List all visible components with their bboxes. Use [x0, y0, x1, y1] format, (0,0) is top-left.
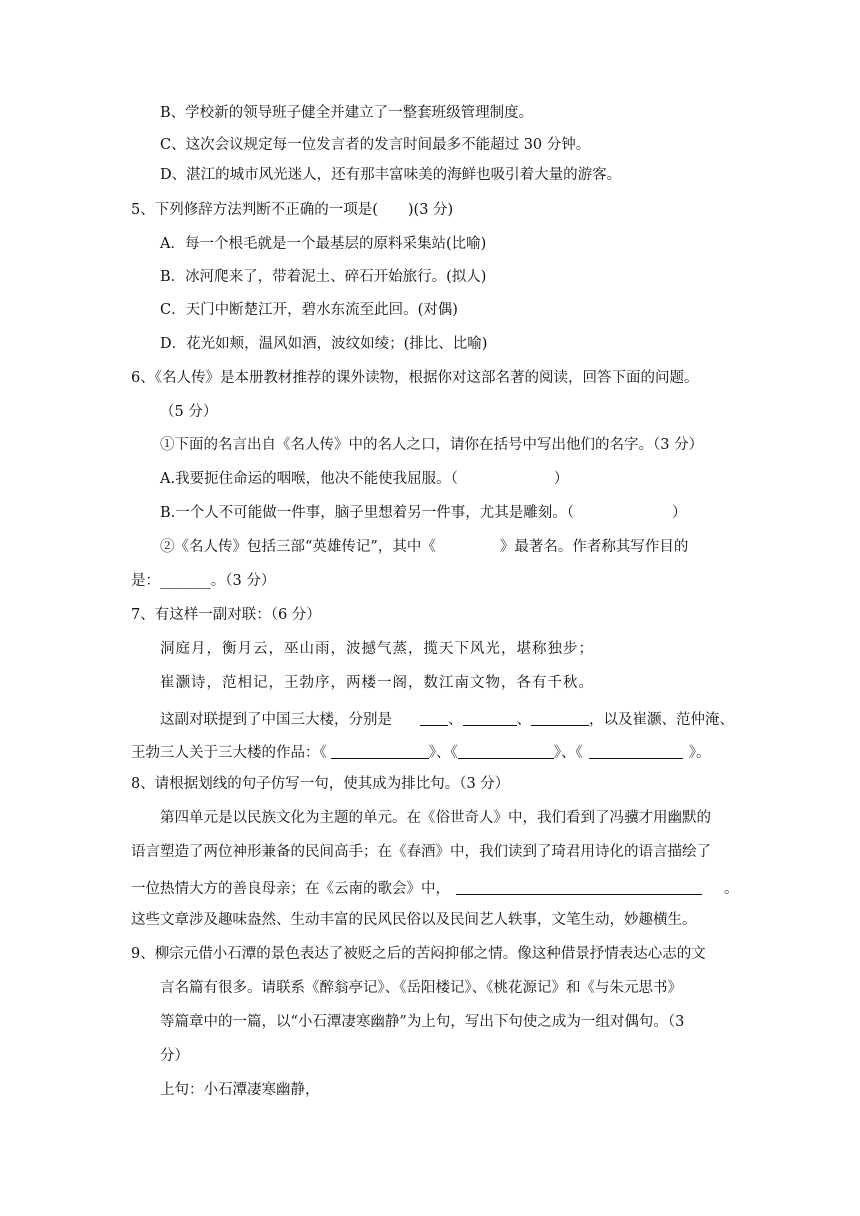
q5-stem-text: 5、下列修辞方法判断不正确的一项是(: [131, 202, 378, 218]
q6-score: （5 分）: [160, 404, 218, 420]
q6-stem: 6、《名人传》是本册教材推荐的课外读物，根据你对这部名著的阅读，回答下面的问题。: [131, 370, 699, 386]
q7-blank-2[interactable]: [463, 710, 517, 726]
q4-option-d: D、湛江的城市风光迷人，还有那丰富味美的海鲜也吸引着大量的游客。: [160, 167, 622, 183]
q6-quote-b-close: ）: [672, 505, 687, 521]
q6-quote-a: [160, 472, 568, 487]
q7-couplet-line-1: 洞庭月，衡月云，巫山雨，波撼气蒸，揽天下风光，堪称独步；: [160, 641, 594, 657]
q5-option-b: B．冰河爬来了，带着泥土、碎石开始旅行。(拟人): [160, 269, 487, 285]
q6-quote-b: [160, 506, 687, 521]
q8-answer-blank[interactable]: [456, 879, 702, 895]
q6-sub-question-1: ①下面的名言出自《名人传》中的名人之口，请你在括号中写出他们的名字。（3 分）: [160, 437, 704, 453]
q6-quote-a-text: A.我要扼住命运的咽喉，他决不能使我屈服。（: [160, 471, 458, 487]
q8-paragraph-line-3: [131, 879, 739, 897]
q8-paragraph-line-4: 这些文章涉及趣味盎然、生动丰富的民风民俗以及民间艺人轶事，文笔生动，妙趣横生。: [131, 912, 697, 928]
q6-quote-a-close: ）: [553, 471, 569, 487]
q7-line2-end: 》。: [688, 745, 711, 761]
q7-stem: 7、有这样一副对联：（6 分）: [131, 607, 321, 623]
q9-stem-line-2: 言名篇有很多。请联系《醉翁亭记》、《岳阳楼记》、《桃花源记》和《与朱元思书》: [160, 980, 682, 996]
q8-paragraph-line-2: 语言塑造了两位神形兼备的民间高手；在《春酒》中，我们读到了琦君用诗化的语言描绘了: [131, 844, 711, 860]
q7-blank-4[interactable]: [331, 743, 429, 759]
q9-stem-line-1: 9、柳宗元借小石潭的景色表达了被贬之后的苦闷抑郁之情。像这种借景抒情表达心志的文: [131, 946, 706, 962]
q8-paragraph-line-1: 第四单元是以民族文化为主题的单元。在《俗世奇人》中，我们看到了冯骥才用幽默的: [160, 810, 711, 826]
q7-line2-sep-2: 》、《: [553, 745, 583, 761]
q7-line2-sep-1: 》、《: [428, 745, 458, 761]
q7-blank-5[interactable]: [458, 743, 554, 759]
q7-separator: 、: [516, 712, 531, 728]
q5-stem: [131, 203, 453, 218]
q7-line1-text: 这副对联提到了中国三大楼，分别是: [160, 712, 392, 728]
q8-stem: 8、请根据划线的句子仿写一句，使其成为排比句。（3 分）: [131, 776, 510, 792]
q9-upper-line: 上句：小石潭凄寒幽静，: [160, 1082, 320, 1098]
q6-sub2-text-a: ②《名人传》包括三部“英雄传记”，其中《: [160, 539, 436, 555]
q7-line2-text: 王勃三人关于三大楼的作品：《: [131, 745, 327, 761]
q8-line3-text: 一位热情大方的善良母亲；在《云南的歌会》中，: [131, 881, 450, 897]
q6-quote-b-text: B.一个人不可能做一件事，脑子里想着另一件事，尤其是雕刻。（: [160, 505, 575, 521]
q8-line3-end: 。: [724, 881, 739, 897]
q9-stem-line-3: 等篇章中的一篇，以“小石潭凄寒幽静”为上句，写出下句使之成为一组对偶句。（3: [160, 1014, 685, 1030]
q5-score: )(3 分): [407, 202, 454, 218]
q7-separator: 、: [448, 712, 463, 728]
q6-sub-question-2: [160, 540, 688, 555]
q7-answer-line-2: [131, 743, 711, 761]
q7-blank-6[interactable]: [589, 743, 683, 759]
q6-sub2-continuation: 是：_______。（3 分）: [131, 573, 276, 589]
q7-blank-3[interactable]: [531, 710, 589, 726]
q7-couplet-line-2: 崔灏诗，范相记，王勃序，两楼一阁，数江南文物，各有千秋。: [160, 675, 594, 691]
q4-option-b: B、学校新的领导班子健全并建立了一整套班级管理制度。: [160, 105, 534, 121]
q6-sub2-text-b: 》最著名。作者称其写作目的: [499, 539, 689, 555]
q7-line1-end: ，以及崔灏、范仲淹、: [589, 712, 734, 728]
q5-option-d: D．花光如颊，温风如酒，波纹如绫；(排比、比喻): [160, 336, 488, 352]
q7-answer-line-1: [160, 710, 734, 728]
q9-stem-line-4: 分）: [160, 1048, 189, 1064]
q5-option-c: C．天门中断楚江开，碧水东流至此回。(对偶): [160, 302, 458, 318]
q5-option-a: A．每一个根毛就是一个最基层的原料采集站(比喻): [160, 236, 487, 252]
q4-option-c: C、这次会议规定每一位发言者的发言时间最多不能超过 30 分钟。: [160, 137, 591, 153]
q7-blank-1[interactable]: [420, 710, 448, 726]
